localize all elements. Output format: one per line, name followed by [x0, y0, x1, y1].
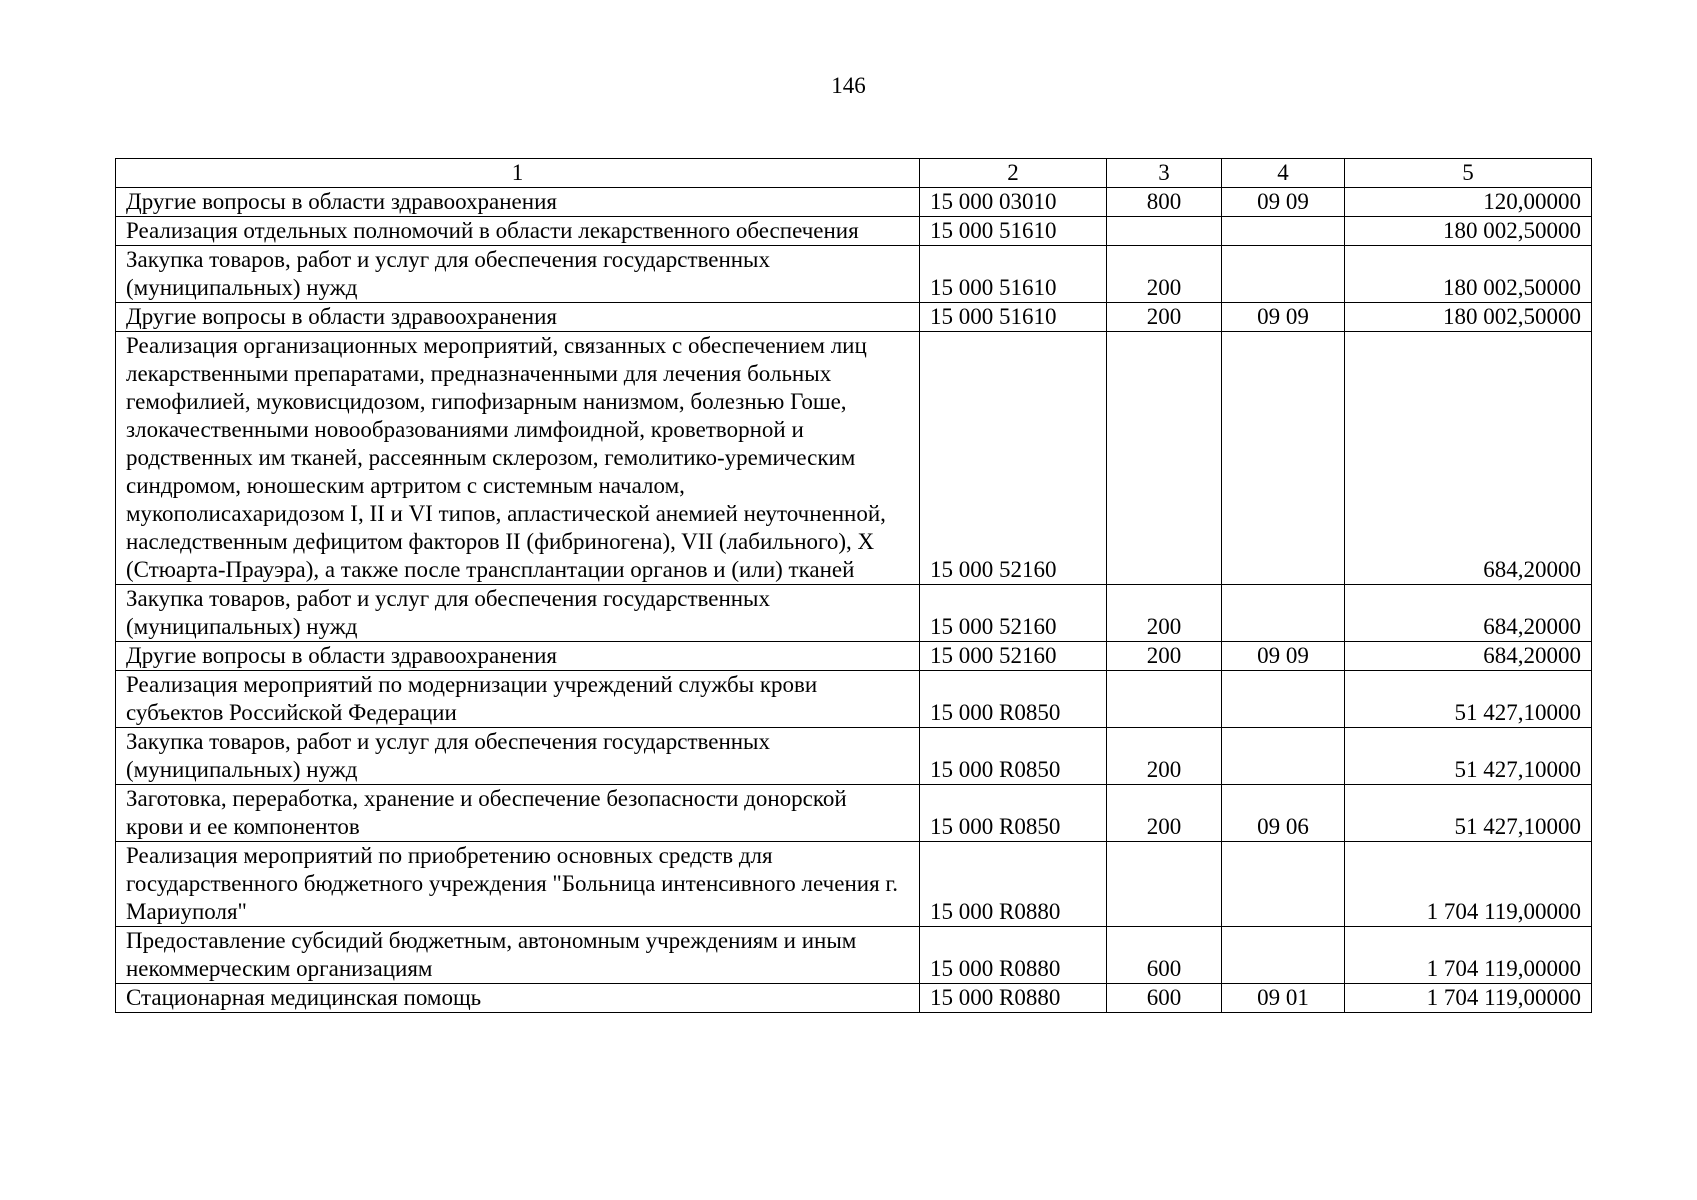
row-col4: 09 06 [1222, 785, 1345, 842]
row-amount: 180 002,50000 [1345, 246, 1592, 303]
row-col4 [1222, 927, 1345, 984]
column-header-2: 2 [920, 159, 1107, 188]
row-amount: 684,20000 [1345, 642, 1592, 671]
table-row [116, 728, 1592, 785]
row-col4: 09 01 [1222, 984, 1345, 1013]
row-name: Предоставление субсидий бюджетным, автономным учреждениям и иным некоммерческим организациям [116, 927, 920, 984]
column-header-5: 5 [1345, 159, 1592, 188]
row-amount: 180 002,50000 [1345, 303, 1592, 332]
row-name: Другие вопросы в области здравоохранения [116, 303, 920, 332]
row-code: 15 000 03010 [920, 188, 1107, 217]
table-row [116, 642, 1592, 671]
table-header-row [116, 159, 1592, 188]
row-col3: 200 [1107, 585, 1222, 642]
row-name: Закупка товаров, работ и услуг для обеспечения государственных (муниципальных) нужд [116, 728, 920, 785]
table-row [116, 785, 1592, 842]
row-col3: 600 [1107, 927, 1222, 984]
row-col3 [1107, 217, 1222, 246]
row-code: 15 000 52160 [920, 585, 1107, 642]
row-col4: 09 09 [1222, 303, 1345, 332]
row-name: Реализация мероприятий по приобретению основных средств для государственного бюджетного учреждения "Больница интенсивного лечения г. Мариуполя" [116, 842, 920, 927]
row-code: 15 000 R0850 [920, 728, 1107, 785]
row-col3 [1107, 332, 1222, 585]
row-amount: 684,20000 [1345, 585, 1592, 642]
row-col3: 200 [1107, 303, 1222, 332]
row-col3: 200 [1107, 246, 1222, 303]
row-col4 [1222, 246, 1345, 303]
row-col4 [1222, 671, 1345, 728]
table-row [116, 332, 1592, 585]
row-col3: 200 [1107, 785, 1222, 842]
row-amount: 684,20000 [1345, 332, 1592, 585]
row-name: Другие вопросы в области здравоохранения [116, 188, 920, 217]
row-code: 15 000 52160 [920, 332, 1107, 585]
row-col4 [1222, 585, 1345, 642]
row-col3: 200 [1107, 728, 1222, 785]
table-row [116, 217, 1592, 246]
row-amount: 1 704 119,00000 [1345, 984, 1592, 1013]
row-col4 [1222, 728, 1345, 785]
row-code: 15 000 R0880 [920, 984, 1107, 1013]
row-code: 15 000 R0850 [920, 785, 1107, 842]
row-amount: 1 704 119,00000 [1345, 842, 1592, 927]
row-name: Закупка товаров, работ и услуг для обеспечения государственных (муниципальных) нужд [116, 246, 920, 303]
table-row [116, 246, 1592, 303]
row-code: 15 000 51610 [920, 217, 1107, 246]
row-col4 [1222, 217, 1345, 246]
table-row [116, 585, 1592, 642]
row-col3: 200 [1107, 642, 1222, 671]
row-col3: 800 [1107, 188, 1222, 217]
row-amount: 1 704 119,00000 [1345, 927, 1592, 984]
row-col3: 600 [1107, 984, 1222, 1013]
table-row [116, 188, 1592, 217]
row-col4: 09 09 [1222, 642, 1345, 671]
row-code: 15 000 51610 [920, 303, 1107, 332]
column-header-1: 1 [116, 159, 920, 188]
column-header-4: 4 [1222, 159, 1345, 188]
row-col4 [1222, 842, 1345, 927]
table-row [116, 671, 1592, 728]
page-number: 146 [831, 73, 866, 98]
row-name: Закупка товаров, работ и услуг для обеспечения государственных (муниципальных) нужд [116, 585, 920, 642]
row-code: 15 000 52160 [920, 642, 1107, 671]
row-name: Другие вопросы в области здравоохранения [116, 642, 920, 671]
row-amount: 51 427,10000 [1345, 671, 1592, 728]
row-name: Стационарная медицинская помощь [116, 984, 920, 1013]
row-name: Заготовка, переработка, хранение и обеспечение безопасности донорской крови и ее компонентов [116, 785, 920, 842]
row-amount: 120,00000 [1345, 188, 1592, 217]
table-row [116, 842, 1592, 927]
table-row [116, 927, 1592, 984]
row-name: Реализация отдельных полномочий в области лекарственного обеспечения [116, 217, 920, 246]
column-header-3: 3 [1107, 159, 1222, 188]
row-amount: 180 002,50000 [1345, 217, 1592, 246]
row-amount: 51 427,10000 [1345, 728, 1592, 785]
row-name: Реализация мероприятий по модернизации учреждений службы крови субъектов Российской Федерации [116, 671, 920, 728]
row-col3 [1107, 671, 1222, 728]
row-amount: 51 427,10000 [1345, 785, 1592, 842]
row-name: Реализация организационных мероприятий, связанных с обеспечением лиц лекарственными препаратами, предназначенными для лечения больных гемофилией, муковисцидозом, гипофизарным нанизмом, болезнью Гоше, злокачественными новообразованиями лимфоидной, кроветворной и родственных им тканей, рассеянным склерозом, гемолитико-уремическим синдромом, юношеским артритом с системным началом, мукополисахаридозом I, II и VI типов, апластической анемией неуточненной, наследственным дефицитом факторов II (фибриногена), VII (лабильного), X (Стюарта-Прауэра), а также после трансплантации органов и (или) тканей [116, 332, 920, 585]
table-row [116, 984, 1592, 1013]
budget-table [115, 158, 1592, 1013]
row-col4: 09 09 [1222, 188, 1345, 217]
row-code: 15 000 R0880 [920, 842, 1107, 927]
row-code: 15 000 51610 [920, 246, 1107, 303]
table-row [116, 303, 1592, 332]
row-col4 [1222, 332, 1345, 585]
row-code: 15 000 R0880 [920, 927, 1107, 984]
row-col3 [1107, 842, 1222, 927]
row-code: 15 000 R0850 [920, 671, 1107, 728]
